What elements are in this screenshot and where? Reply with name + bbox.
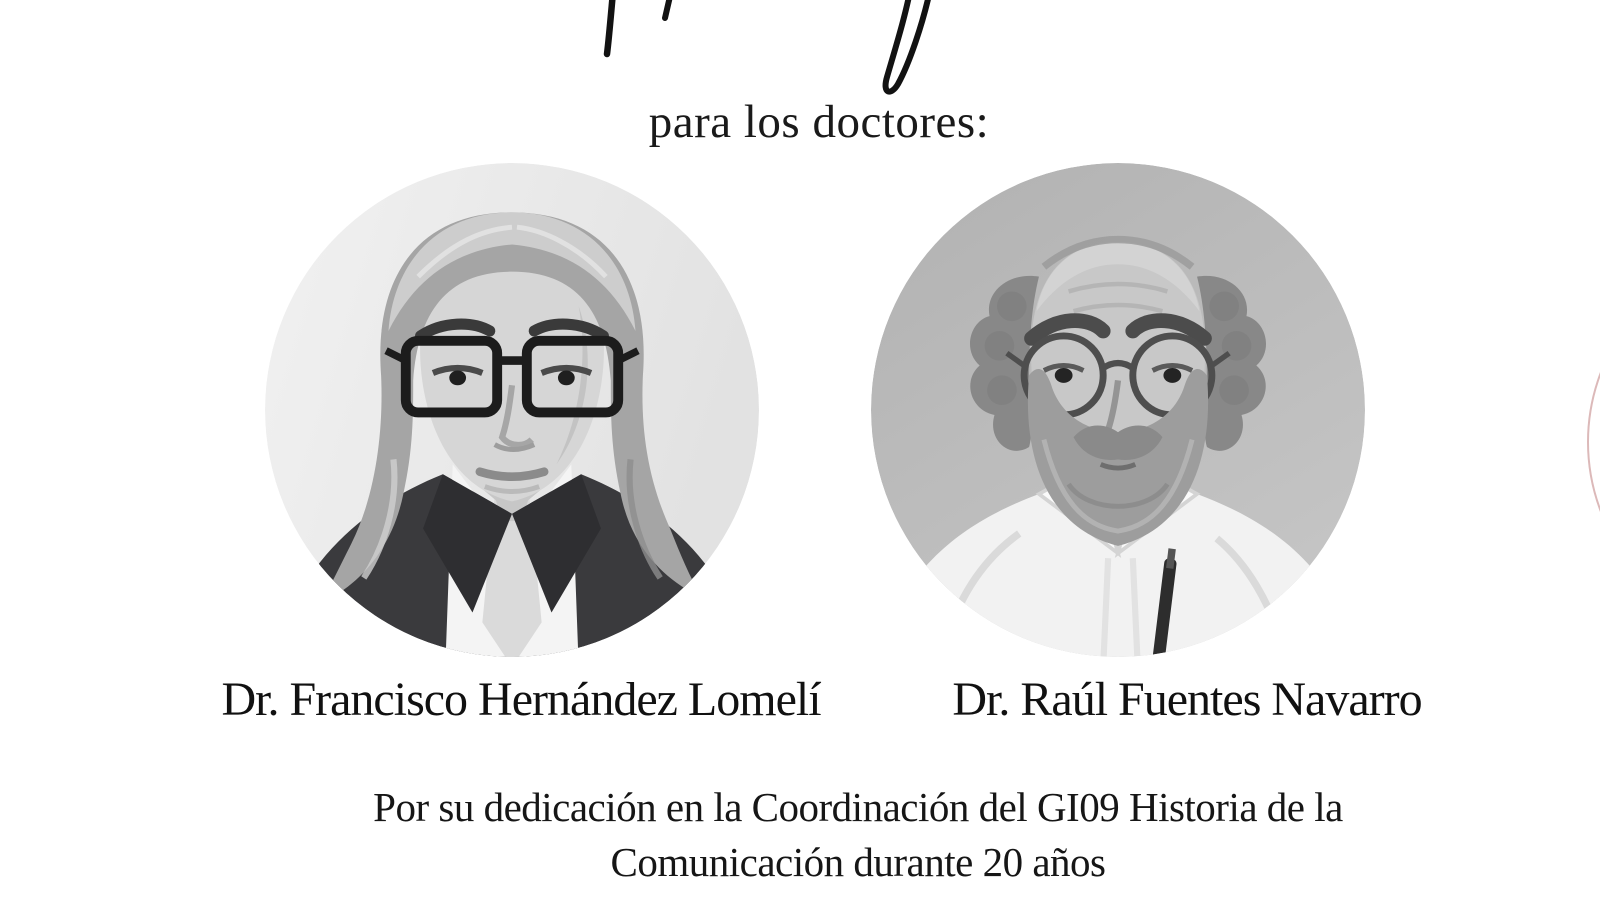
dedication-line-1: Por su dedicación en la Coordinación del GI09 Historia de la	[373, 784, 1343, 830]
subtitle-text: para los doctores:	[648, 96, 990, 148]
decorative-pink-circle	[1587, 247, 1600, 637]
dedication-line-2: Comunicación durante 20 años	[610, 839, 1106, 885]
dedication-text	[308, 780, 1408, 890]
portrait-francisco-illustration	[265, 163, 759, 657]
portrait-raul-illustration	[871, 163, 1365, 657]
cursive-title-fragment-icon	[0, 0, 1600, 110]
portrait-photo-francisco	[265, 163, 759, 657]
portrait-photo-raul	[871, 163, 1365, 657]
honoree-name-francisco: Dr. Francisco Hernández Lomelí	[221, 673, 821, 726]
honoree-name-raul: Dr. Raúl Fuentes Navarro	[952, 673, 1422, 726]
